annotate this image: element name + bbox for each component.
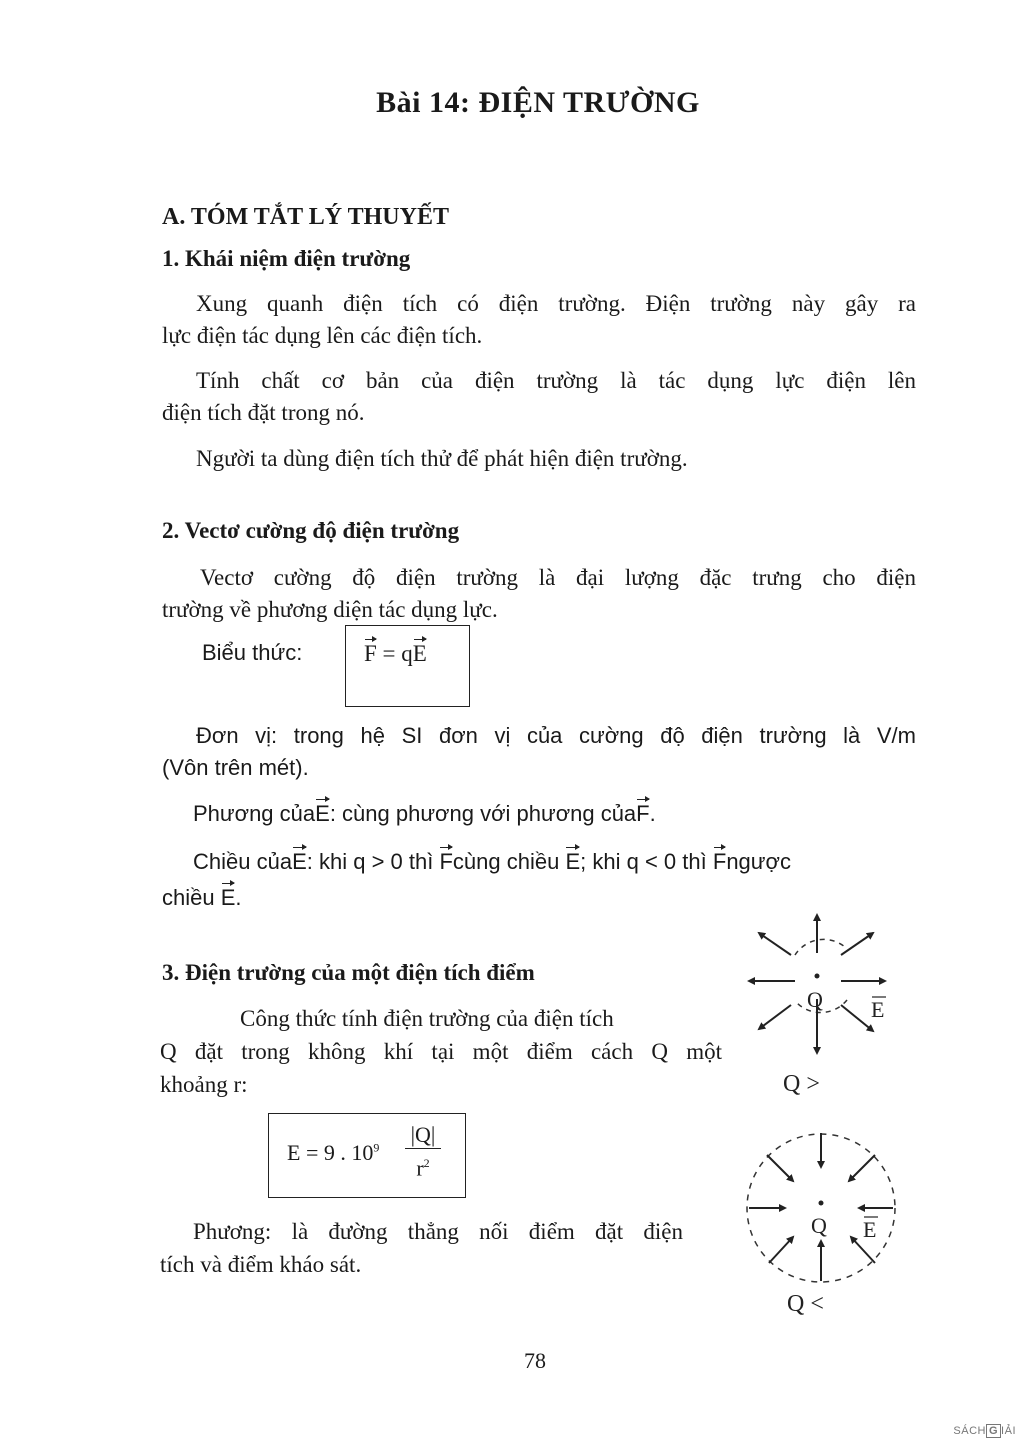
vector-E: E — [292, 846, 307, 878]
s3-p1-line3: khoảng r: — [160, 1072, 248, 1097]
formula-equals: = q — [376, 641, 413, 666]
s3-p1-line1: Công thức tính điện trường của điện tích — [240, 1006, 614, 1031]
field-arrows — [749, 1133, 893, 1281]
s2-p1-line1: Vectơ cường độ điện trường là đại lượng đặc trưng cho điện — [200, 565, 916, 590]
charge-point — [819, 1201, 824, 1206]
section-1-heading: 1. Khái niệm điện trường — [162, 246, 411, 271]
vector-F: F — [713, 846, 726, 878]
coulomb-formula-box — [268, 1113, 466, 1198]
sense-text-c: cùng chiều — [452, 849, 560, 874]
unit-line2: (Vôn trên mét). — [162, 755, 309, 780]
positive-charge-field-diagram — [735, 905, 915, 1095]
negative-caption: Q < — [787, 1291, 824, 1317]
dot: . — [235, 885, 242, 910]
formula-numerator: |Q| — [405, 1122, 441, 1149]
charge-label: Q — [807, 987, 823, 1012]
negative-charge-field-diagram — [735, 1125, 915, 1320]
formula-F-qE — [364, 638, 427, 670]
s1-p1-line1: Xung quanh điện tích có điện trường. Điện trường này gây ra — [196, 291, 916, 316]
sense-line1 — [193, 846, 915, 878]
s1-p2-line1: Tính chất cơ bản của điện trường là tác dụng lực điện lên — [196, 368, 916, 393]
vector-F: F — [636, 798, 649, 830]
page-title: Bài 14: ĐIỆN TRƯỜNG — [376, 86, 700, 119]
s3-dir-line2: tích và điểm kháo sát. — [160, 1252, 362, 1277]
s3-dir-line1: Phương: là đường thẳng nối điểm đặt điện — [193, 1219, 683, 1244]
formula-den-exponent: 2 — [423, 1156, 430, 1170]
sense-text-e: ngược — [726, 849, 791, 874]
vector-E: E — [221, 882, 236, 914]
logo-text-left: SÁCH — [953, 1425, 986, 1437]
sense-text-a: Chiều của — [193, 849, 293, 874]
formula-den-text: r — [416, 1155, 424, 1181]
dir-text-b: : cùng phương với phương của — [329, 801, 637, 826]
sense-text-d: ; khi q < 0 thì — [580, 849, 707, 874]
sense-text-b: : khi q > 0 thì — [306, 849, 434, 874]
sense-text-f: chiều — [162, 885, 215, 910]
vector-E: E — [413, 638, 427, 670]
logo-text-right: IẢI — [1001, 1425, 1016, 1437]
s2-p1-line2: trường về phương diện tác dụng lực. — [162, 597, 498, 622]
publisher-logo — [953, 1424, 1016, 1438]
vector-F: F — [364, 638, 377, 670]
s1-p1-line2: lực điện tác dụng lên các điện tích. — [162, 323, 483, 348]
section-3-heading: 3. Điện trường của một điện tích điểm — [162, 960, 535, 985]
s1-p3: Người ta dùng điện tích thử để phát hiện điện trường. — [196, 446, 688, 471]
dashed-circle — [795, 939, 845, 955]
direction-line — [193, 798, 656, 830]
formula-exponent: 9 — [373, 1140, 380, 1155]
field-label: E — [871, 997, 885, 1022]
formula-lhs — [287, 1140, 379, 1166]
charge-point — [815, 974, 820, 979]
vector-E: E — [315, 798, 330, 830]
logo-mark: G — [986, 1424, 1001, 1438]
s3-p1-line2: Q đặt trong không khí tại một điểm cách Q một — [160, 1039, 722, 1064]
positive-caption: Q > — [783, 1071, 820, 1095]
section-a-heading: A. TÓM TẮT LÝ THUYẾT — [162, 204, 449, 230]
field-label: E — [863, 1217, 877, 1242]
formula-lhs-text: E = 9 . 10 — [287, 1140, 374, 1165]
formula-denominator — [405, 1149, 441, 1182]
charge-label: Q — [811, 1213, 827, 1238]
unit-line1: Đơn vị: trong hệ SI đơn vị của cường độ điện trường là V/m — [196, 723, 916, 748]
formula-label: Biểu thức: — [202, 640, 303, 665]
s1-p2-line2: điện tích đặt trong nó. — [162, 400, 365, 425]
dir-text-a: Phương của — [193, 801, 316, 826]
page-number: 78 — [524, 1348, 546, 1373]
section-2-heading: 2. Vectơ cường độ điện trường — [162, 518, 460, 543]
vector-E: E — [565, 846, 580, 878]
field-arrows — [749, 915, 885, 1053]
vector-F: F — [439, 846, 452, 878]
dot: . — [649, 801, 656, 826]
formula-box — [345, 625, 470, 707]
formula-fraction — [405, 1122, 441, 1182]
sense-line2 — [162, 882, 242, 914]
